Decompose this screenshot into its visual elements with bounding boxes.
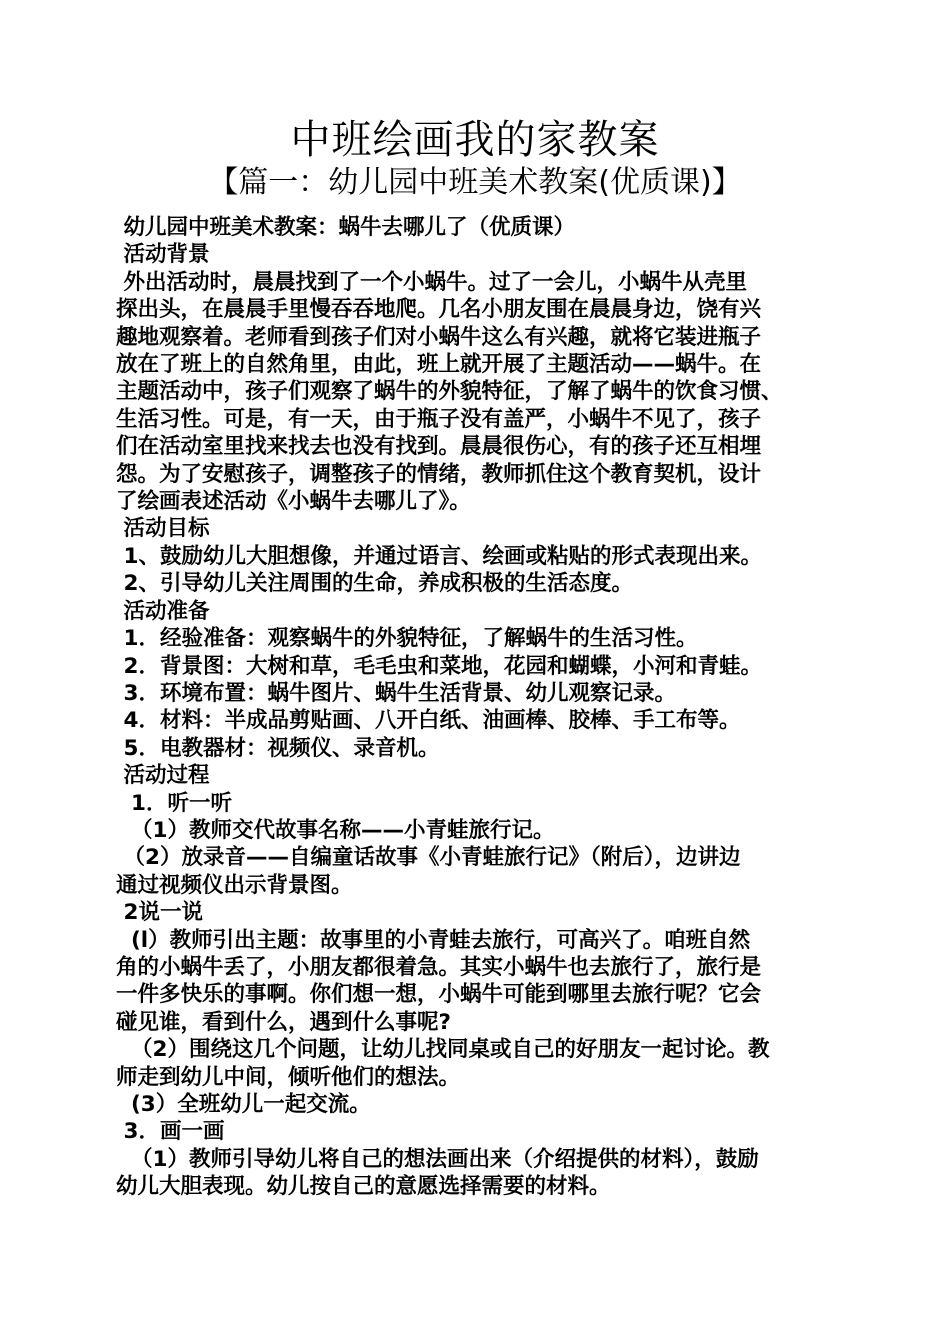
- text-line: 幼儿大胆表现。幼儿按自己的意愿选择需要的材料。: [116, 1174, 611, 1200]
- text-line: 5．电教器材：视频仪、录音机。: [116, 735, 440, 761]
- text-line: (3）全班幼儿一起交流。: [116, 1092, 371, 1117]
- text-line: 活动目标: [116, 516, 210, 542]
- text-line: （1）教师交代故事名称——小青蛙旅行记。: [116, 817, 555, 843]
- text-line: 们在活动室里找来找去也没有找到。晨晨很伤心，有的孩子还互相埋: [116, 434, 762, 460]
- document-subtitle: 【篇一：幼儿园中班美术教案(优质课)】: [208, 165, 742, 200]
- text-line: 一件多快乐的事啊。你们想一想，小蜗牛可能到哪里去旅行呢？它会: [116, 982, 762, 1008]
- text-line: （2）放录音——自编童话故事《小青蛙旅行记》（附后），边讲边: [116, 845, 741, 871]
- text-line: 通过视频仪出示背景图。: [116, 872, 353, 898]
- text-line: 幼儿园中班美术教案：蜗牛去哪儿了（优质课）: [116, 215, 576, 240]
- text-line: 探出头，在晨晨手里慢吞吞地爬。几名小朋友围在晨晨身边，饶有兴: [116, 297, 762, 323]
- document-title: 中班绘画我的家教案: [290, 117, 660, 163]
- text-line: (l）教师引出主题：故事里的小青蛙去旅行，可高兴了。咱班自然: [116, 927, 751, 953]
- text-line: 2、引导幼儿关注周围的生命，养成积极的生活态度。: [116, 571, 633, 597]
- text-line: 碰见谁，看到什么，遇到什么事呢?: [116, 1009, 451, 1035]
- text-line: 趣地观察着。老师看到孩子们对小蜗牛这么有兴趣，就将它装进瓶子: [116, 324, 762, 350]
- text-line: 师走到幼儿中间，倾听他们的想法。: [116, 1064, 461, 1090]
- text-line: 生活习性。可是，有一天，由于瓶子没有盖严，小蜗牛不见了，孩子: [116, 406, 762, 432]
- text-line: 4．材料：半成品剪贴画、八开白纸、油画棒、胶棒、手工布等。: [116, 708, 741, 734]
- text-line: 活动准备: [116, 598, 210, 624]
- text-line: 了绘画表述活动《小蜗牛去哪儿了》。: [116, 489, 471, 515]
- text-line: 放在了班上的自然角里，由此，班上就开展了主题活动——蜗牛。在: [116, 352, 762, 378]
- text-line: 主题活动中，孩子们观察了蜗牛的外貌特征，了解了蜗牛的饮食习惯、: [116, 379, 783, 405]
- text-line: 活动背景: [116, 242, 210, 268]
- text-line: （1）教师引导幼儿将自己的想法画出来（介绍提供的材料），鼓励: [116, 1146, 759, 1172]
- text-line: 外出活动时，晨晨找到了一个小蜗牛。过了一会儿，小蜗牛从壳里: [116, 269, 748, 295]
- text-line: 2．背景图：大树和草，毛毛虫和菜地，花园和蝴蝶，小河和青蛙。: [116, 653, 762, 679]
- document-body: [116, 214, 840, 1201]
- text-line: 1．经验准备：观察蜗牛的外貌特征，了解蜗牛的生活习性。: [116, 626, 698, 652]
- text-line: 1、鼓励幼儿大胆想像，并通过语言、绘画或粘贴的形式表现出来。: [116, 543, 762, 569]
- text-line: 2说一说: [116, 900, 203, 926]
- text-line: 1．听一听: [116, 790, 232, 816]
- text-line: 活动过程: [116, 763, 210, 789]
- text-line: 角的小蜗牛丢了，小朋友都很着急。其实小蜗牛也去旅行了，旅行是: [116, 954, 762, 980]
- text-line: 怨。为了安慰孩子，调整孩子的情绪，教师抓住这个教育契机，设计: [116, 461, 762, 487]
- text-line: （2）围绕这几个问题，让幼儿找同桌或自己的好朋友一起讨论。教: [116, 1037, 770, 1063]
- text-line: 3．环境布置：蜗牛图片、蜗牛生活背景、幼儿观察记录。: [116, 680, 676, 706]
- text-line: 3．画一画: [116, 1119, 225, 1145]
